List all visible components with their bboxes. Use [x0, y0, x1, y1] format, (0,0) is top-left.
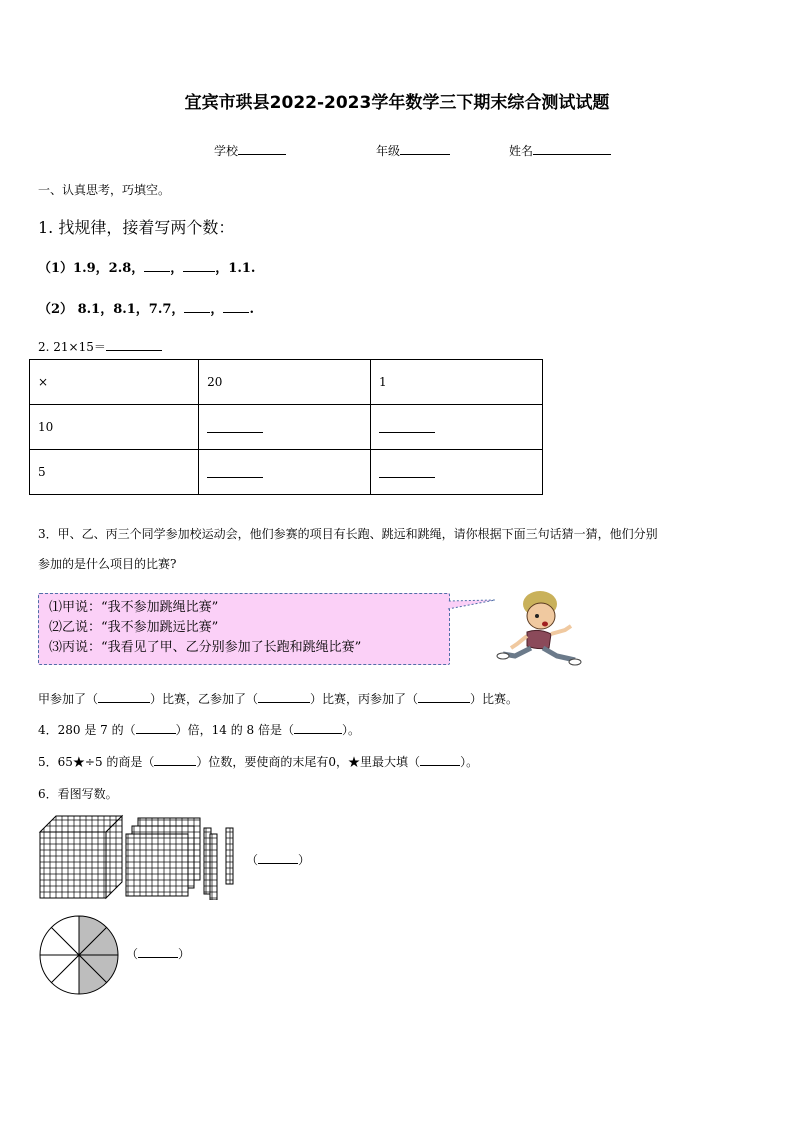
- q1-blank-1[interactable]: [144, 259, 170, 272]
- school-label: 学校: [214, 144, 239, 158]
- q3-answer-text-a: 甲参加了（: [38, 692, 99, 706]
- ten-rod-icon: [204, 828, 233, 900]
- q3-answer: [38, 690, 518, 707]
- q5-blank-2[interactable]: [420, 753, 460, 766]
- q1-line2: [38, 298, 254, 317]
- speech-bubble: [38, 593, 450, 665]
- q3-answer-text-c: ）比赛，丙参加了（: [310, 692, 419, 706]
- q6-paren-open-1: （: [246, 853, 259, 867]
- q3-answer-text-b: ）比赛，乙参加了（: [150, 692, 259, 706]
- q6-answer-2: [126, 945, 190, 962]
- hundred-flat-icon: [126, 818, 200, 896]
- multiplication-table: [29, 359, 543, 495]
- table-cell-blank[interactable]: [371, 450, 543, 495]
- q3-stem-line2: 参加的是什么项目的比赛?: [38, 557, 177, 571]
- table-cell-blank[interactable]: [371, 405, 543, 450]
- q4: [38, 721, 360, 738]
- base-ten-blocks-figure: [38, 814, 244, 900]
- grade-field[interactable]: [376, 141, 450, 159]
- q6-paren-close-2: ）: [178, 947, 191, 961]
- q4-text-b: ）倍，14 的 8 倍是（: [175, 723, 294, 737]
- name-label: 姓名: [509, 144, 534, 158]
- q5-text-b: ）位数，要使商的末尾有0，★里最大填（: [196, 755, 421, 769]
- table-cell: ×: [30, 360, 199, 405]
- q1-line1-text-b: ，: [170, 261, 184, 276]
- q3-blank-2[interactable]: [258, 690, 310, 703]
- table-cell: 10: [30, 405, 199, 450]
- q4-blank-2[interactable]: [294, 721, 342, 734]
- q6-stem: 6．看图写数。: [38, 787, 118, 801]
- q2-stem: [38, 337, 162, 355]
- bubble-tail-icon: [447, 598, 497, 612]
- q4-text-a: 4．280 是 7 的（: [38, 723, 136, 737]
- q6-paren-close-1: ）: [298, 853, 311, 867]
- q5-blank-1[interactable]: [154, 753, 196, 766]
- q1-line1-text-a: （1）1.9，2.8，: [38, 261, 145, 276]
- q3-blank-3[interactable]: [418, 690, 470, 703]
- q1-line2-text-a: （2） 8.1，8.1，7.7，: [38, 302, 185, 317]
- q6-answer-1: [246, 851, 310, 868]
- q6-blank-2[interactable]: [138, 945, 178, 958]
- grade-blank[interactable]: [400, 141, 450, 155]
- page-title: 宜宾市珙县2022-2023学年数学三下期末综合测试试题: [184, 93, 610, 113]
- table-cell: 20: [199, 360, 371, 405]
- q1-line2-text-b: ，: [210, 302, 224, 317]
- q1-line1: [38, 257, 255, 276]
- q3-answer-text-d: ）比赛。: [470, 692, 519, 706]
- table-row: [30, 405, 543, 450]
- table-cell-blank[interactable]: [199, 450, 371, 495]
- grade-label: 年级: [376, 144, 401, 158]
- running-boy-icon: [495, 586, 583, 668]
- q1-blank-4[interactable]: [223, 300, 249, 313]
- table-cell-blank[interactable]: [199, 405, 371, 450]
- q3-stem-line1: 3．甲、乙、丙三个同学参加校运动会，他们参赛的项目有长跑、跳远和跳绳，请你根据下面三句话猜一猜，他们分别: [38, 527, 658, 541]
- q1-line2-text-c: .: [249, 302, 254, 317]
- q3-blank-1[interactable]: [98, 690, 150, 703]
- name-blank[interactable]: [533, 141, 611, 155]
- school-blank[interactable]: [238, 141, 286, 155]
- name-field[interactable]: [509, 141, 611, 159]
- table-cell: 1: [371, 360, 543, 405]
- table-row: [30, 450, 543, 495]
- q1-stem: 1. 找规律，接着写两个数：: [38, 218, 235, 237]
- q1-line1-text-c: ，1.1.: [215, 261, 256, 276]
- q1-blank-2[interactable]: [183, 259, 215, 272]
- q2-answer-blank[interactable]: [106, 337, 162, 351]
- q4-text-c: ）。: [341, 723, 360, 737]
- q5-text-a: 5．65★÷5 的商是（: [38, 755, 155, 769]
- q5: [38, 753, 478, 770]
- fraction-circle-figure: [38, 914, 120, 996]
- q4-blank-1[interactable]: [136, 721, 176, 734]
- q2-stem-text: 2. 21×15＝: [38, 340, 106, 354]
- q6-paren-open-2: （: [126, 947, 139, 961]
- section-heading: 一、认真思考，巧填空。: [38, 183, 171, 197]
- bubble-line: ⑴甲说：“我不参加跳绳比赛”: [49, 600, 219, 615]
- thousand-cube-icon: [40, 816, 122, 898]
- bubble-line: ⑵乙说：“我不参加跳远比赛”: [49, 620, 219, 635]
- table-cell: 5: [30, 450, 199, 495]
- q1-blank-3[interactable]: [184, 300, 210, 313]
- q5-text-c: ）。: [460, 755, 479, 769]
- q6-blank-1[interactable]: [258, 851, 298, 864]
- bubble-line: ⑶丙说：“我看见了甲、乙分别参加了长跑和跳绳比赛”: [49, 640, 362, 655]
- school-field[interactable]: [214, 141, 286, 159]
- table-row: [30, 360, 543, 405]
